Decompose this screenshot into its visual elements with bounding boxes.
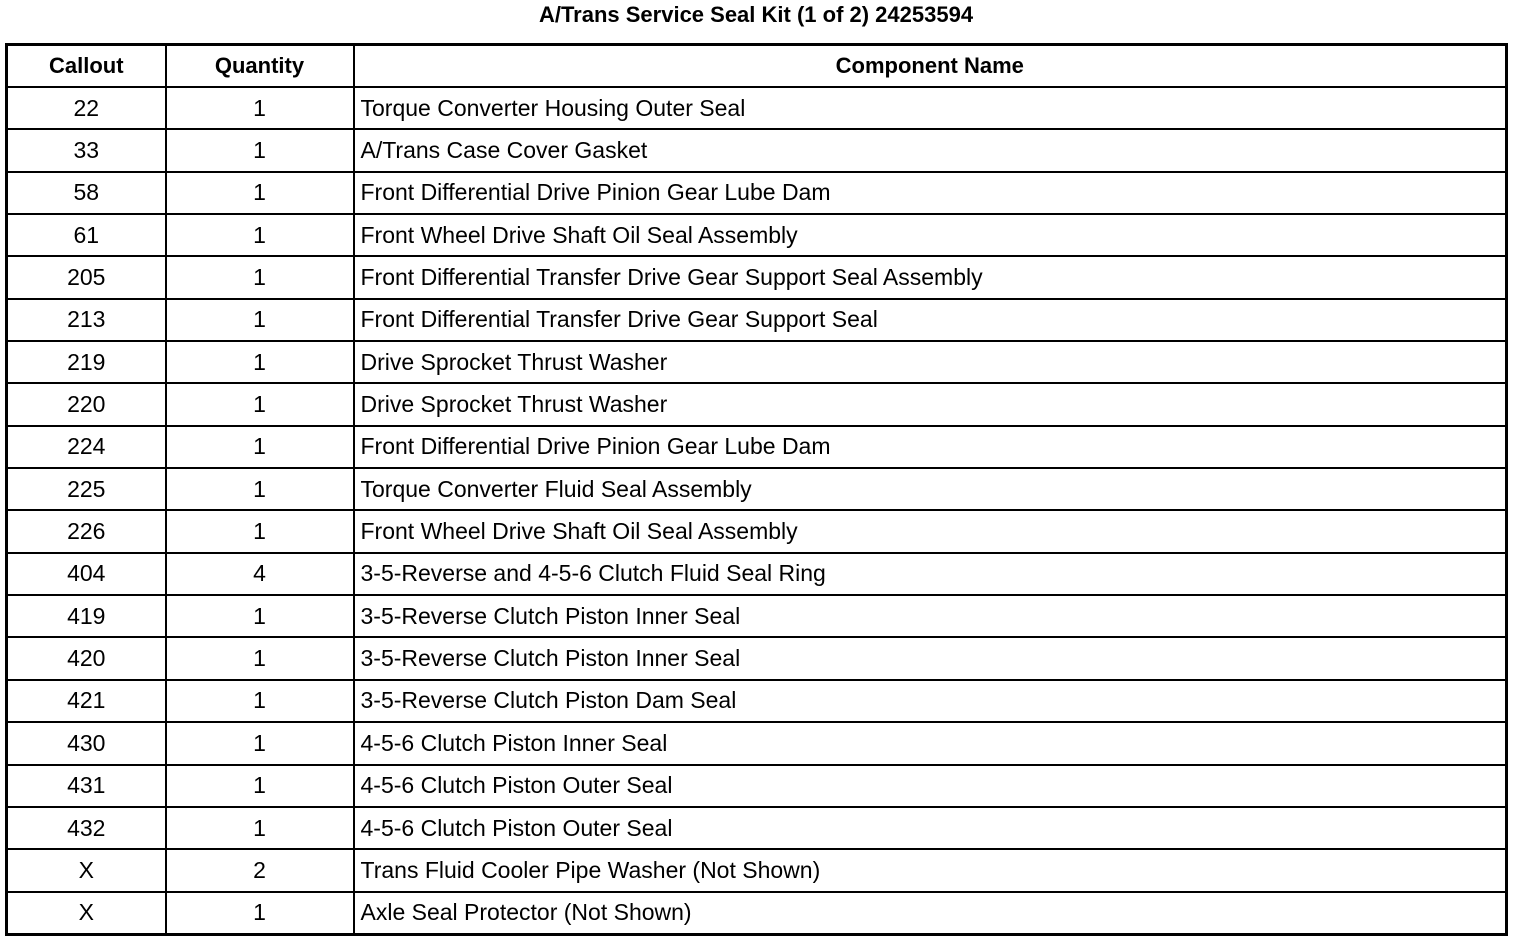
table-body xyxy=(7,87,1507,935)
table-row xyxy=(7,214,1507,256)
quantity-cell: 1 xyxy=(166,256,354,298)
callout-cell: 432 xyxy=(7,807,166,849)
table-row xyxy=(7,468,1507,510)
callout-cell: 421 xyxy=(7,680,166,722)
component-name-cell: 3-5-Reverse and 4-5-6 Clutch Fluid Seal Ring xyxy=(354,553,1507,595)
component-name-cell: 4-5-6 Clutch Piston Outer Seal xyxy=(354,765,1507,807)
callout-cell: 219 xyxy=(7,341,166,383)
component-name-cell: Front Differential Drive Pinion Gear Lube Dam xyxy=(354,426,1507,468)
table-row xyxy=(7,426,1507,468)
component-name-cell: 4-5-6 Clutch Piston Outer Seal xyxy=(354,807,1507,849)
callout-cell: 225 xyxy=(7,468,166,510)
parts-table xyxy=(5,43,1508,936)
table-row xyxy=(7,510,1507,552)
component-name-cell: Front Wheel Drive Shaft Oil Seal Assembly xyxy=(354,510,1507,552)
callout-cell: 61 xyxy=(7,214,166,256)
quantity-cell: 1 xyxy=(166,807,354,849)
quantity-cell: 1 xyxy=(166,765,354,807)
table-row xyxy=(7,172,1507,214)
component-name-cell: Front Differential Drive Pinion Gear Lube Dam xyxy=(354,172,1507,214)
quantity-cell: 1 xyxy=(166,595,354,637)
quantity-cell: 1 xyxy=(166,510,354,552)
table-row xyxy=(7,383,1507,425)
component-name-cell: Front Wheel Drive Shaft Oil Seal Assembly xyxy=(354,214,1507,256)
callout-cell: 22 xyxy=(7,87,166,129)
component-name-cell: Front Differential Transfer Drive Gear Support Seal xyxy=(354,299,1507,341)
quantity-cell: 1 xyxy=(166,214,354,256)
quantity-cell: 4 xyxy=(166,553,354,595)
callout-cell: 430 xyxy=(7,722,166,764)
component-name-cell: 3-5-Reverse Clutch Piston Inner Seal xyxy=(354,595,1507,637)
quantity-cell: 1 xyxy=(166,426,354,468)
component-name-cell: Torque Converter Fluid Seal Assembly xyxy=(354,468,1507,510)
component-name-cell: Drive Sprocket Thrust Washer xyxy=(354,383,1507,425)
column-header-component-name: Component Name xyxy=(354,45,1507,88)
callout-cell: 33 xyxy=(7,129,166,171)
quantity-cell: 1 xyxy=(166,892,354,935)
callout-cell: 420 xyxy=(7,637,166,679)
table-row xyxy=(7,256,1507,298)
quantity-cell: 1 xyxy=(166,341,354,383)
component-name-cell: 4-5-6 Clutch Piston Inner Seal xyxy=(354,722,1507,764)
callout-cell: 213 xyxy=(7,299,166,341)
table-header-row xyxy=(7,45,1507,88)
callout-cell: 205 xyxy=(7,256,166,298)
table-row xyxy=(7,680,1507,722)
component-name-cell: Drive Sprocket Thrust Washer xyxy=(354,341,1507,383)
component-name-cell: 3-5-Reverse Clutch Piston Dam Seal xyxy=(354,680,1507,722)
quantity-cell: 1 xyxy=(166,722,354,764)
column-header-callout: Callout xyxy=(7,45,166,88)
table-row xyxy=(7,892,1507,935)
table-row xyxy=(7,637,1507,679)
callout-cell: 419 xyxy=(7,595,166,637)
table-row xyxy=(7,849,1507,891)
quantity-cell: 2 xyxy=(166,849,354,891)
column-header-quantity: Quantity xyxy=(166,45,354,88)
callout-cell: 404 xyxy=(7,553,166,595)
component-name-cell: Torque Converter Housing Outer Seal xyxy=(354,87,1507,129)
table-row xyxy=(7,595,1507,637)
quantity-cell: 1 xyxy=(166,637,354,679)
quantity-cell: 1 xyxy=(166,680,354,722)
table-row xyxy=(7,87,1507,129)
table-row xyxy=(7,341,1507,383)
callout-cell: 224 xyxy=(7,426,166,468)
callout-cell: 431 xyxy=(7,765,166,807)
callout-cell: X xyxy=(7,849,166,891)
quantity-cell: 1 xyxy=(166,87,354,129)
callout-cell: 58 xyxy=(7,172,166,214)
quantity-cell: 1 xyxy=(166,299,354,341)
table-row xyxy=(7,807,1507,849)
callout-cell: 226 xyxy=(7,510,166,552)
component-name-cell: 3-5-Reverse Clutch Piston Inner Seal xyxy=(354,637,1507,679)
page-title: A/Trans Service Seal Kit (1 of 2) 24253594 xyxy=(538,2,974,27)
quantity-cell: 1 xyxy=(166,172,354,214)
table-row xyxy=(7,553,1507,595)
table-row xyxy=(7,299,1507,341)
component-name-cell: Axle Seal Protector (Not Shown) xyxy=(354,892,1507,935)
quantity-cell: 1 xyxy=(166,383,354,425)
component-name-cell: A/Trans Case Cover Gasket xyxy=(354,129,1507,171)
table-row xyxy=(7,722,1507,764)
component-name-cell: Front Differential Transfer Drive Gear Support Seal Assembly xyxy=(354,256,1507,298)
quantity-cell: 1 xyxy=(166,468,354,510)
component-name-cell: Trans Fluid Cooler Pipe Washer (Not Shown) xyxy=(354,849,1507,891)
table-row xyxy=(7,129,1507,171)
quantity-cell: 1 xyxy=(166,129,354,171)
callout-cell: X xyxy=(7,892,166,935)
callout-cell: 220 xyxy=(7,383,166,425)
table-row xyxy=(7,765,1507,807)
